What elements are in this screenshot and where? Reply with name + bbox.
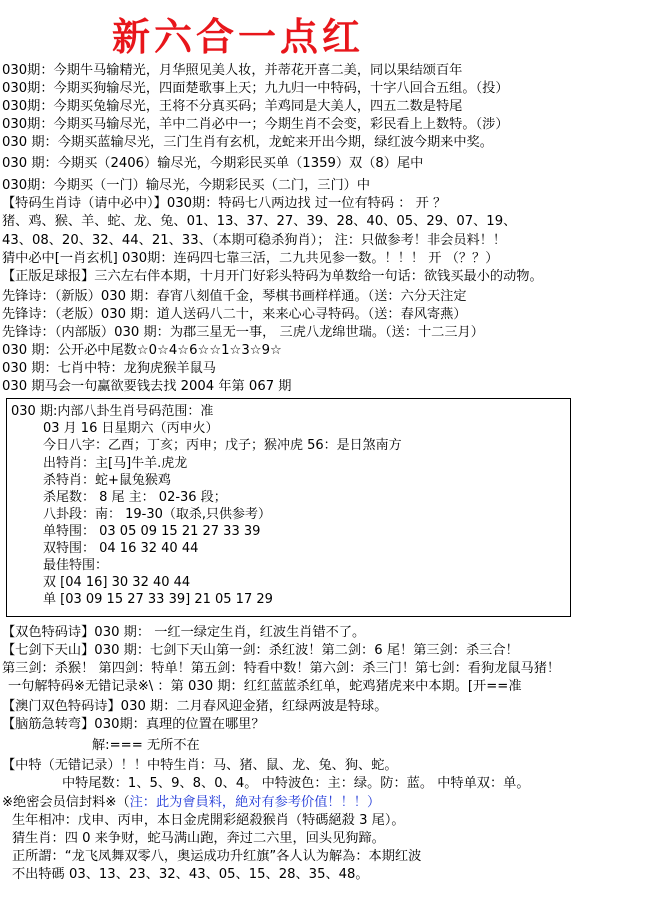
box-best-single: 单 [03 09 15 27 33 39] 21 05 17 29 <box>43 592 273 607</box>
macau-color-poem: 【澳门双色特码诗】030 期：二月春风迎金猪，红绿两波是特球。 <box>2 699 388 714</box>
box-best-range-label: 最佳特围： <box>43 558 109 573</box>
member-secret-label: ※绝密会员信封料※（ <box>2 795 130 810</box>
box-date: 03 月 16 日星期六（丙申火） <box>43 421 219 436</box>
football-report-line: 【正版足球报】三六左右伴本期，十月开门好彩头特码为单数给一句话：欲钱买最小的动物。 <box>2 269 543 284</box>
excluded-numbers-line: 不出特碼 03、13、23、32、43、05、15、28、35、48。 <box>12 867 369 882</box>
forecast-line: 030 期：今期买（2406）输尽光，今期彩民买单（1359）双（8）尾中 <box>2 156 424 171</box>
forecast-line: 030期：今期牛马输精光，月华照见美人妆，并蒂花开喜二美，同以果结颂百年 <box>2 63 463 78</box>
pioneer-poem-internal: 先锋诗：（内部版）030 期：为郡三星无一事， 三虎八龙绵世瑞。（送：十二三月） <box>2 325 484 340</box>
zodiac-number-list: 猪、鸡、猴、羊、蛇、龙、兔、01、13、37、27、39、28、40、05、29、07、19、 <box>2 214 517 229</box>
brain-teaser-answer: 解:=== 无所不在 <box>92 738 200 753</box>
member-secret-note: 注：此为會員料，絶对有参考价值！！！） <box>129 795 381 810</box>
clash-line: 生年相冲：戊申、丙申，本日金虎開彩絕殺猴肖（特碼絕殺 3 尾）。 <box>12 813 405 828</box>
box-best-double: 双 [04 16] 30 32 40 44 <box>43 575 191 590</box>
member-secret-line <box>2 794 380 813</box>
zodiac-number-list: 43、08、20、32、44、21、33、（本期可稳杀狗肖）； 注：只做参考！非会员料！！ <box>2 233 507 248</box>
box-tail-kill: 杀尾数： 8 尾 主： 02-36 段； <box>43 490 227 505</box>
pioneer-poem-old: 先锋诗：（老版）030 期：道人送码八二十，来来心心寻特码。（送：春风寄燕） <box>2 307 467 322</box>
two-color-poem: 【双色特码诗】030 期： 一红一绿定生肖，红波生肖错不了。 <box>2 625 366 640</box>
bagua-range-box <box>6 398 571 617</box>
special-code-poem: 【特码生肖诗（请中必中）】030期：特码七八两边找 过一位有特码 ： 开 ？ <box>2 196 447 211</box>
page-title: 新六合一点红 <box>112 14 365 59</box>
zodiac-summary: 【中特（无错记录）！！中特生肖：马、猪、鼠、龙、兔、狗、蛇。 <box>2 758 398 773</box>
tail-number-line: 030 期：公开必中尾数☆0☆4☆6☆☆1☆3☆9☆ <box>2 343 282 358</box>
seven-swords-line: 【七剑下天山】030 期：七剑下天山第一剑：杀红波！第二剑：6 尾！第三剑：杀三合！ <box>2 643 519 658</box>
seven-zodiac-line: 030 期：七肖中特：龙狗虎猴羊鼠马 <box>2 361 216 376</box>
brain-teaser-question: 【脑筋急转弯】030期：真理的位置在哪里？ <box>2 717 265 732</box>
tail-color-summary: 中特尾数：1、5、9、8、0、4。 中特波色：主：绿。防：蓝。 中特单双：单。 <box>62 776 530 791</box>
box-double-range: 双特围： 04 16 32 40 44 <box>43 541 199 556</box>
box-bagua-range: 八卦段：南： 19-30（取杀,只供参考） <box>43 507 272 522</box>
one-sentence-line: 一句解特码※无错记录※\ ：第 030 期：红红蓝蓝杀红单，蛇鸡猪虎来中本期。[开==准 <box>8 679 522 694</box>
pioneer-poem-new: 先锋诗：（新版）030 期：春宵八刻值千金，琴棋书画样样通。（送：六分天注定 <box>2 289 467 304</box>
hk-jockey-line: 030 期马会一句赢欲要钱去找 2004 年第 067 期 <box>2 379 292 394</box>
forecast-line: 030期：今期买（一门）输尽光，今期彩民买（二门，三门）中 <box>2 178 371 193</box>
box-bazi: 今日八字：乙酉；丁亥；丙申；戊子；猴冲虎 56：是日煞南方 <box>43 438 402 453</box>
box-zodiac-out: 出特肖：主[马]牛羊.虎龙 <box>43 456 188 471</box>
seven-swords-line: 第三剑：杀猴！ 第四剑：特单！第五剑：特看中数！第六剑：杀三门！第七剑：看狗龙鼠马猪！ <box>2 661 561 676</box>
saying-line: 正所謂：“龙飞凤舞双零八，奥运成功升红旗”各人认为解為：本期红波 <box>12 849 422 864</box>
box-single-range: 单特围： 03 05 09 15 21 27 33 39 <box>43 524 261 539</box>
forecast-line: 030 期：今期买蓝输尽光，三门生肖有玄机，龙蛇来开出今期，绿红波今期来中奖。 <box>2 135 493 150</box>
box-header: 030 期:内部八卦生肖号码范围：准 <box>11 404 214 419</box>
forecast-line: 030期：今期买狗输尽光，四面楚歌事上天；九九归一中特码，十字八回合五组。（投） <box>2 81 509 96</box>
forecast-line: 030期：今期买马输尽光，羊中二肖必中一；今期生肖不会变，彩民看上上数特。（涉） <box>2 117 509 132</box>
box-zodiac-kill: 杀特肖：蛇+鼠兔猴鸡 <box>43 473 171 488</box>
forecast-line: 030期：今期买兔输尽光，王将不分真买码；羊鸡同是大美人，四五二数是特尾 <box>2 99 463 114</box>
riddle-line: 猜生肖：四 0 来争财，蛇马满山跑，奔过二六里，回头见狗蹄。 <box>12 831 385 846</box>
mystery-line: 猜中必中[一肖玄机] 030期：连码四七靠三活，二九共见参一数。！！！ 开 （？？） <box>2 251 499 266</box>
